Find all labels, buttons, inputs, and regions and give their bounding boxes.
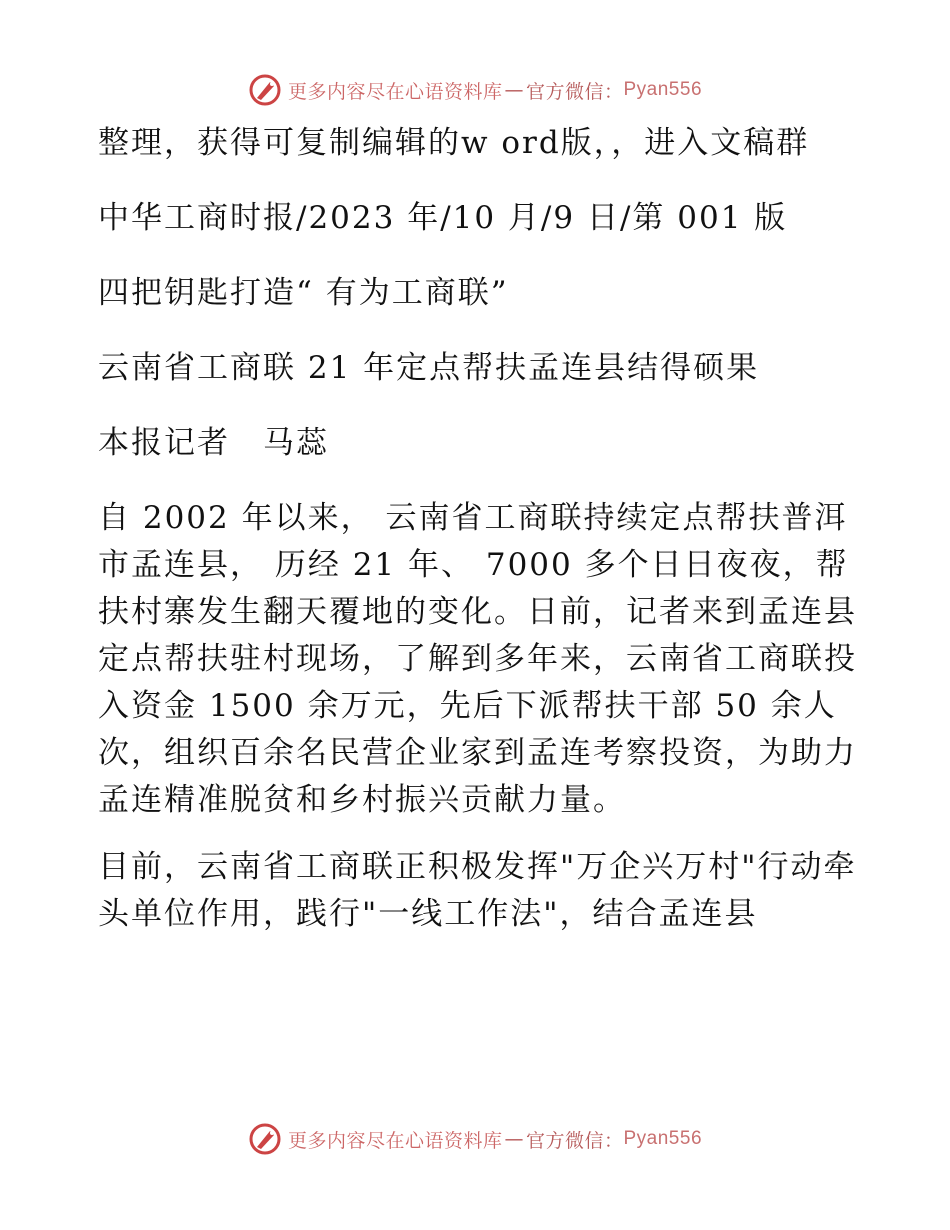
body-paragraph-1: 自 2002 年以来， 云南省工商联持续定点帮扶普洱市孟连县， 历经 21 年、 7000 多个日日夜夜，帮扶村寨发生翻天覆地的变化。日前，记者来到孟连县定点帮扶驻村现场，了解到多年来，云南省工商联投入资金 1500 余万元，先后下派帮扶干部 50 余人次，组织百余名民营企业家到孟连考察投资，为助力孟连精准脱贫和乡村振兴贡献力量。 bbox=[98, 500, 857, 818]
watermark-left-text: 更多内容尽在心语资料库 bbox=[287, 1129, 503, 1152]
body-paragraph-2: 目前，云南省工商联正积极发挥"万企兴万村"行动牵头单位作用，践行"一线工作法"，结合孟连县 bbox=[98, 849, 857, 932]
source-line: 中华工商时报/2023 年/10 月/9 日/第 001 版 bbox=[98, 200, 788, 236]
watermark-dash: — bbox=[504, 79, 524, 101]
watermark-wechat-id: Pyan556 bbox=[623, 79, 703, 100]
watermark-right-text: 官方微信： bbox=[525, 1129, 624, 1152]
watermark-right-text: 官方微信： bbox=[525, 80, 624, 103]
pen-nib-circle-icon bbox=[248, 73, 282, 107]
watermark-header bbox=[0, 70, 950, 110]
document-body bbox=[98, 120, 858, 958]
pen-nib-circle-icon bbox=[248, 1122, 282, 1156]
watermark-left-text: 更多内容尽在心语资料库 bbox=[287, 80, 503, 103]
watermark-footer bbox=[0, 1119, 950, 1159]
watermark-wechat-id: Pyan556 bbox=[623, 1128, 703, 1149]
watermark-dash: — bbox=[504, 1128, 524, 1150]
intro-line: 整理，获得可复制编辑的w ord版，，进入文稿群 bbox=[98, 125, 810, 161]
subheadline: 云南省工商联 21 年定点帮扶孟连县结得硕果 bbox=[98, 350, 760, 386]
byline: 本报记者 马蕊 bbox=[98, 425, 329, 461]
headline: 四把钥匙打造“ 有为工商联” bbox=[98, 275, 509, 311]
